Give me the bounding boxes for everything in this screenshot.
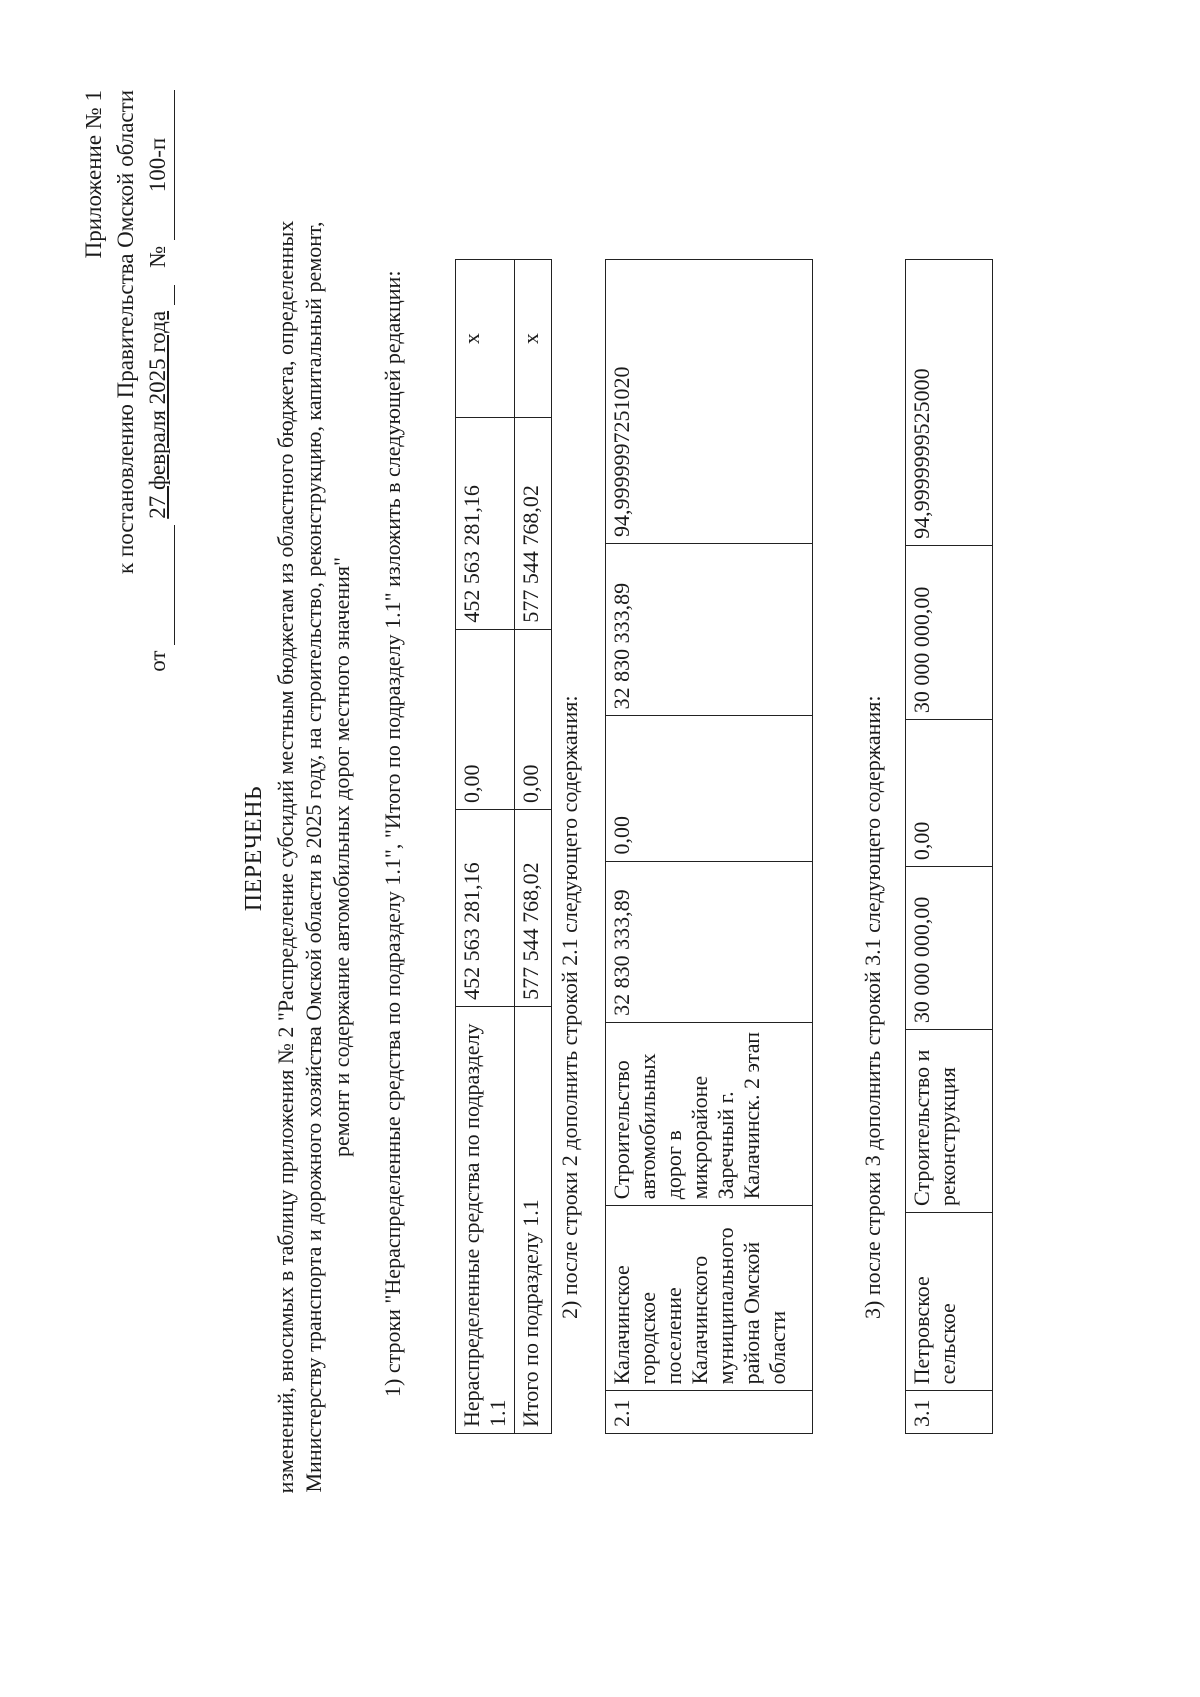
cell-share: х [456, 260, 515, 418]
cell-amount-total: 32 830 333,89 [606, 861, 813, 1022]
table-2 [605, 259, 813, 1434]
cell-share: 94,9999997251020 [606, 260, 813, 544]
cell-row-number: 3.1 [906, 1391, 993, 1434]
paragraph-2: 2) после строки 2 дополнить строкой 2.1 следующего содержания: [557, 695, 582, 1319]
cell-name: Итого по подразделу 1.1 [515, 1006, 552, 1433]
table-3 [905, 259, 993, 1434]
table-row [606, 260, 813, 1434]
cell-amount-total: 30 000 000,00 [906, 867, 993, 1030]
date-underline-right [152, 285, 175, 305]
appendix-number: Приложение № 1 [81, 90, 106, 259]
paragraph-3: 3) после строки 3 дополнить строкой 3.1 следующего содержания: [860, 695, 885, 1319]
cell-amount-c: 32 830 333,89 [606, 544, 813, 716]
cell-amount-total: 577 544 768,02 [515, 809, 552, 1006]
number-label: № [145, 245, 170, 268]
resolution-date: 27 февраля 2025 года [145, 310, 170, 519]
resolution-date-line [142, 90, 175, 672]
resolution-reference: к постановлению Правительства Омской области [113, 90, 138, 574]
cell-amount-b: 0,00 [515, 629, 552, 809]
cell-object: Строительство и реконструкция [906, 1030, 993, 1213]
cell-row-number: 2.1 [606, 1391, 813, 1434]
document-subtitle: изменений, вносимых в таблицу приложения № 2 "Распределение субсидий местным бюджетам из областного бюджета, определенных Министерству транспорта и дорожного хозяйства Омской области в 2025 году, на строительство, реконструкцию, капитальный ремонт, ремонт и содержание автомобильных дорог местного значения" [273, 220, 354, 1494]
cell-amount-b: 0,00 [906, 720, 993, 867]
cell-name: Нераспределенные средства по подразделу 1.1 [456, 1006, 515, 1433]
cell-amount-c: 452 563 281,16 [456, 418, 515, 629]
cell-amount-b: 0,00 [456, 629, 515, 809]
cell-share: 94,9999999525000 [906, 260, 993, 546]
table-1 [455, 259, 552, 1434]
date-underline-left [152, 525, 175, 645]
table-row [456, 260, 515, 1434]
resolution-number: 100-п [142, 90, 175, 240]
cell-amount-total: 452 563 281,16 [456, 809, 515, 1006]
cell-municipality: Петровское сельское [906, 1212, 993, 1390]
cell-share: х [515, 260, 552, 418]
cell-amount-c: 577 544 768,02 [515, 418, 552, 629]
from-label: от [145, 650, 170, 672]
cell-object: Строительство автомобильных дорог в микрорайоне Заречный г. Калачинск. 2 этап [606, 1022, 813, 1205]
cell-municipality: Калачинское городское поселение Калачинского муниципального района Омской области [606, 1206, 813, 1391]
document-title: ПЕРЕЧЕНЬ [241, 785, 267, 912]
paragraph-1: 1) строки "Нераспределенные средства по подразделу 1.1", "Итого по подразделу 1.1" изложить в следующей редакции: [380, 270, 405, 1397]
table-row [906, 260, 993, 1434]
cell-amount-b: 0,00 [606, 716, 813, 861]
table-row [515, 260, 552, 1434]
cell-amount-c: 30 000 000,00 [906, 545, 993, 719]
appendix-header [78, 90, 175, 810]
